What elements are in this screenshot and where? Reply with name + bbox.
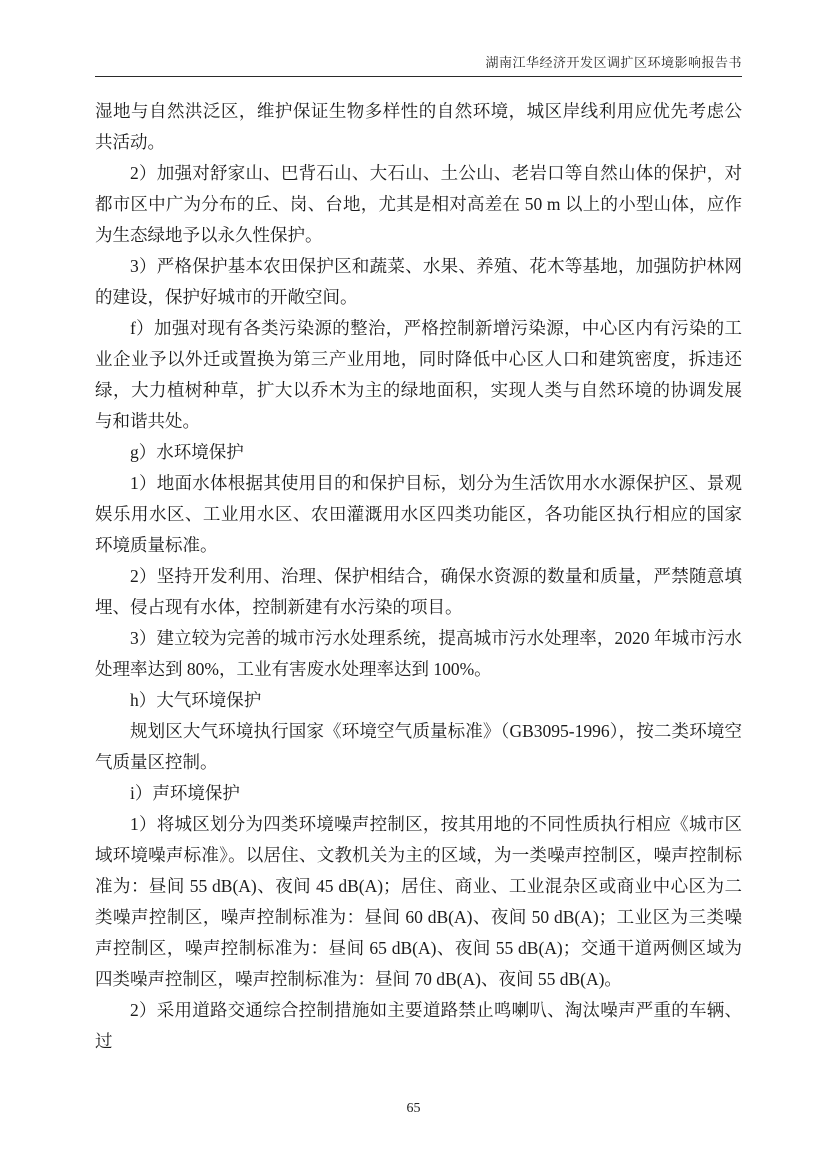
paragraph-water-3-sewage-treatment: 3）建立较为完善的城市污水处理系统，提高城市污水处理率，2020 年城市污水处理率达到 80%，工业有害废水处理率达到 100%。 <box>95 628 742 679</box>
paragraph-water-1-function-zones: 1）地面水体根据其使用目的和保护目标，划分为生活饮用水水源保护区、景观娱乐用水区、工业用水区、农田灌溉用水区四类功能区，各功能区执行相应的国家环境质量标准。 <box>95 473 742 555</box>
heading-i-noise-environment: i）声环境保护 <box>130 783 240 803</box>
paragraph-air-standard: 规划区大气环境执行国家《环境空气质量标准》（GB3095-1996），按二类环境空气质量区控制。 <box>95 721 742 772</box>
page-number: 65 <box>406 1101 421 1116</box>
paragraph-item-f-pollution-sources: f）加强对现有各类污染源的整治，严格控制新增污染源，中心区内有污染的工业企业予以外迁或置换为第三产业用地，同时降低中心区人口和建筑密度，拆违还绿，大力植树种草，扩大以乔木为主的绿地面积，实现人类与自然环境的协调发展与和谐共处。 <box>95 318 742 431</box>
header-rule <box>95 76 742 77</box>
page-header <box>95 52 742 77</box>
document-body <box>95 96 742 1057</box>
paragraph-noise-2-traffic-measures: 2）采用道路交通综合控制措施如主要道路禁止鸣喇叭、淘汰噪声严重的车辆、过 <box>95 1000 742 1051</box>
paragraph-item-2-mountains: 2）加强对舒家山、巴背石山、大石山、土公山、老岩口等自然山体的保护，对都市区中广为分布的丘、岗、台地，尤其是相对高差在 50 m 以上的小型山体，应作为生态绿地予以永久性保护。 <box>95 163 742 245</box>
paragraph-continuation: 湿地与自然洪泛区，维护保证生物多样性的自然环境，城区岸线利用应优先考虑公共活动。 <box>95 101 742 152</box>
page-footer <box>0 1099 827 1117</box>
heading-g-water-environment: g）水环境保护 <box>130 442 244 462</box>
paragraph-noise-1-control-zones: 1）将城区划分为四类环境噪声控制区，按其用地的不同性质执行相应《城市区域环境噪声标准》。以居住、文教机关为主的区域，为一类噪声控制区，噪声控制标准为：昼间 55 dB(A)、夜间 45 dB(A)；居住、商业、工业混杂区或商业中心区为二类噪声控制区，噪声控制标准为：昼间 60 dB(A)、夜间 50 dB(A)；工业区为三类噪声控制区，噪声控制标准为：昼间 65 dB(A)、夜间 55 dB(A)；交通干道两侧区域为四类噪声控制区，噪声控制标准为：昼间 70 dB(A)、夜间 55 dB(A)。 <box>95 814 742 989</box>
paragraph-water-2-resources: 2）坚持开发利用、治理、保护相结合，确保水资源的数量和质量，严禁随意填埋、侵占现有水体，控制新建有水污染的项目。 <box>95 566 742 617</box>
report-title-header: 湖南江华经济开发区调扩区环境影响报告书 <box>485 55 742 70</box>
heading-h-air-environment: h）大气环境保护 <box>130 690 262 710</box>
paragraph-item-3-farmland: 3）严格保护基本农田保护区和蔬菜、水果、养殖、花木等基地，加强防护林网的建设，保护好城市的开敞空间。 <box>95 256 742 307</box>
